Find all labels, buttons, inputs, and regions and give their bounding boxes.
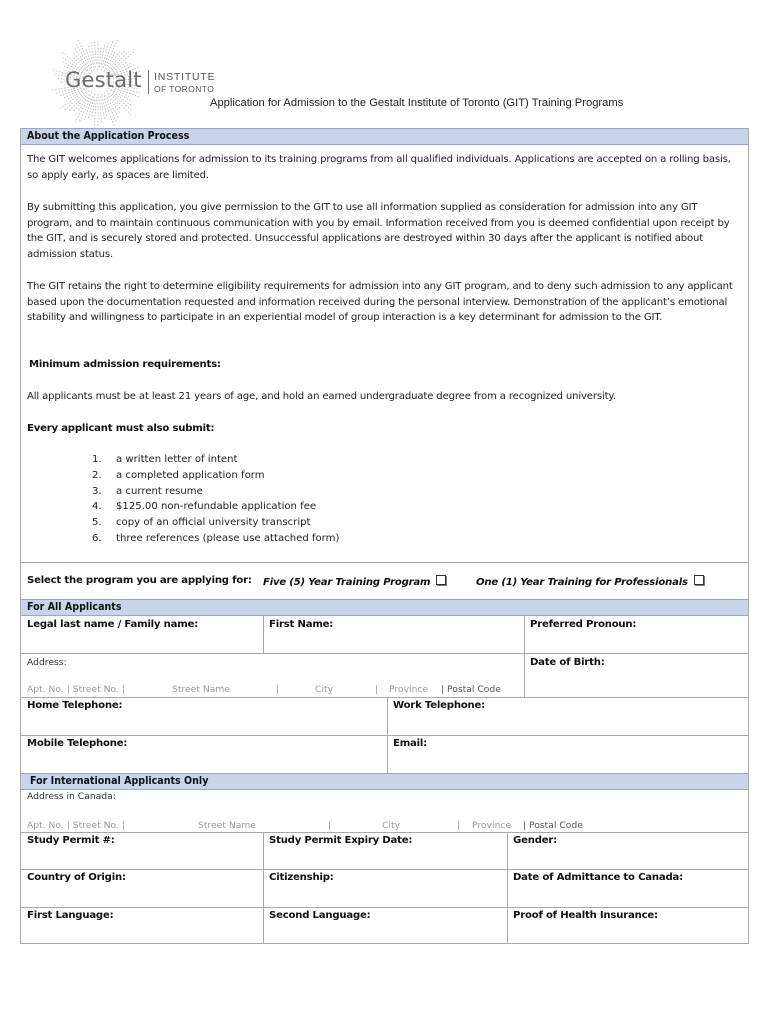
about-paragraph-3: The GIT retains the right to determine eligibility requirements for admission into any GIT program, and to deny such admission to any applicant based upon the documentation requested and information received during the personal interview. Demonstration of the applicant’s emotional stability and willingness to participate in an experiential model of group interaction is a key determinant for admission to the GIT.: [27, 281, 733, 324]
program-select-label: Select the program you are applying for:: [27, 575, 252, 586]
dob-field[interactable]: Date of Birth:: [530, 657, 605, 668]
minimum-requirements-text: All applicants must be at least 21 years of age, and hold an earned undergraduate degree from a recognized university.: [27, 391, 616, 402]
address-hint-postal: | Postal Code: [441, 684, 501, 695]
submit-heading: Every applicant must also submit:: [27, 423, 215, 434]
divider: [263, 832, 264, 944]
five-year-checkbox[interactable]: [436, 575, 446, 585]
institute-logo: [30, 40, 220, 130]
first-language-field[interactable]: First Language:: [27, 910, 114, 921]
address-hint-separator: |: [375, 684, 379, 695]
list-item: 6. three references (please use attached form): [92, 532, 340, 544]
logo-wordmark: Gestalt: [65, 68, 142, 92]
divider: [507, 832, 508, 944]
divider: [263, 616, 264, 654]
divider: [21, 869, 748, 870]
all-applicants-header: For All Applicants: [21, 599, 748, 616]
international-applicants-header: For International Applicants Only: [21, 773, 748, 790]
address-hint-apt: Apt. No. | Street No. |: [27, 684, 125, 695]
health-insurance-field[interactable]: Proof of Health Insurance:: [513, 910, 658, 921]
list-item: 5. copy of an official university transcript: [92, 517, 311, 529]
minimum-requirements-heading: Minimum admission requirements:: [29, 359, 221, 370]
list-item: 4. $125.00 non-refundable application fee: [92, 501, 317, 513]
country-origin-field[interactable]: Country of Origin:: [27, 872, 126, 883]
list-item: 2. a completed application form: [92, 469, 265, 481]
address-hint-street: Street Name: [198, 820, 256, 831]
program-option-five-year[interactable]: Five (5) Year Training Program: [263, 575, 446, 588]
requirements-list: [92, 452, 339, 547]
about-paragraph-2: By submitting this application, you give permission to the GIT to use all information supplied as consideration for admission into any GIT program, and to maintain continuous communication with you by email. Information received from you is deemed confidential upon receipt by the GIT, and is securely stored and protected. Unsuccessful applications are destroyed within 30 days after the applicant is notified about admission status.: [27, 202, 730, 261]
email-field[interactable]: Email:: [393, 738, 427, 749]
logo-of-toronto: OF TORONTO: [154, 84, 215, 94]
logo-institute: INSTITUTE: [154, 71, 216, 83]
document-title: Application for Admission to the Gestalt Institute of Toronto (GIT) Training Programs: [210, 97, 624, 109]
list-item: 1. a written letter of intent: [92, 454, 238, 465]
legal-name-field[interactable]: Legal last name / Family name:: [27, 619, 199, 630]
pronoun-field[interactable]: Preferred Pronoun:: [530, 619, 637, 630]
study-permit-field[interactable]: Study Permit #:: [27, 835, 115, 846]
program-option-one-year[interactable]: One (1) Year Training for Professionals: [476, 575, 704, 588]
address-hint-street: Street Name: [172, 684, 230, 695]
address-hint-province: Province: [472, 820, 512, 831]
divider: [21, 562, 748, 563]
logo-divider: [148, 70, 149, 94]
list-item: 3. a current resume: [92, 485, 203, 497]
mobile-phone-field[interactable]: Mobile Telephone:: [27, 738, 128, 749]
address-hint-apt: Apt. No. | Street No. |: [27, 820, 125, 831]
admittance-date-field[interactable]: Date of Admittance to Canada:: [513, 872, 683, 883]
divider: [21, 697, 748, 698]
second-language-field[interactable]: Second Language:: [269, 910, 371, 921]
address-hint-separator: |: [328, 820, 332, 831]
about-paragraph-1: The GIT welcomes applications for admission to its training programs from all qualified individuals. Applications are accepted on a rolling basis, so apply early, as spaces are limited.: [27, 154, 731, 181]
work-phone-field[interactable]: Work Telephone:: [393, 700, 486, 711]
address-hint-city: City: [382, 820, 401, 831]
divider: [21, 832, 748, 833]
address-hint-city: City: [315, 684, 334, 695]
permit-expiry-field[interactable]: Study Permit Expiry Date:: [269, 835, 413, 846]
divider: [524, 616, 525, 697]
address-hint-separator: |: [276, 684, 280, 695]
address-hint-separator: |: [457, 820, 461, 831]
divider: [21, 653, 748, 654]
divider: [21, 907, 748, 908]
citizenship-field[interactable]: Citizenship:: [269, 872, 334, 883]
address-field[interactable]: Address:: [27, 657, 67, 668]
address-hint-postal: | Postal Code: [523, 820, 583, 831]
gender-field[interactable]: Gender:: [513, 835, 558, 846]
about-section-header: About the Application Process: [21, 128, 748, 145]
divider: [21, 735, 748, 736]
first-name-field[interactable]: First Name:: [269, 619, 334, 630]
one-year-checkbox[interactable]: [694, 575, 704, 585]
canada-address-field[interactable]: Address in Canada:: [27, 791, 116, 802]
home-phone-field[interactable]: Home Telephone:: [27, 700, 123, 711]
address-hint-province: Province: [389, 684, 429, 695]
